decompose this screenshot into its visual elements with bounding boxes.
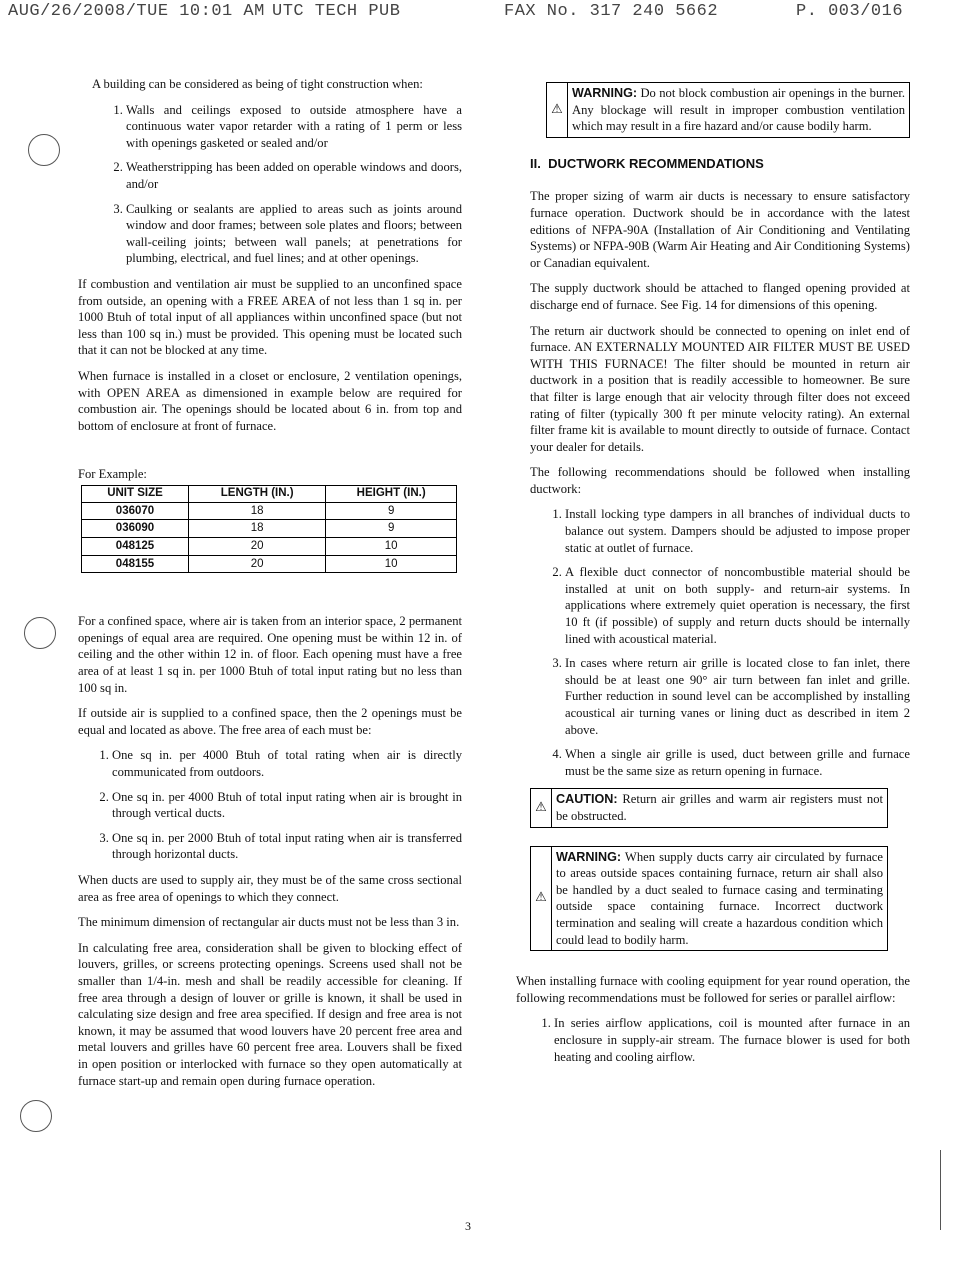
fax-timestamp: AUG/26/2008/TUE 10:01 AM <box>8 2 265 21</box>
supply-ductwork-paragraph: The supply ductwork should be attached to flanged opening provided at discharge end of furnace. See Fig. 14 for dimensions of this opening. <box>530 281 910 312</box>
caution-label: CAUTION: <box>556 792 618 807</box>
enclosure-paragraph: When furnace is installed in a closet or enclosure, 2 ventilation openings, with OPEN AREA as dimensioned in example below are required for combustion air. The openings should be located about 6 in. from top and bottom of enclosure at front of furnace. <box>78 368 462 433</box>
binder-hole-top <box>28 134 60 166</box>
fax-sender: UTC TECH PUB <box>272 2 401 21</box>
warning-triangle-icon: ⚠ <box>531 789 552 826</box>
caution-box <box>530 788 888 827</box>
tight-construction-intro: A building can be considered as being of tight construction when: <box>92 77 423 91</box>
warning-label: WARNING: <box>556 849 622 864</box>
binder-hole-bottom <box>20 1100 52 1132</box>
table-row <box>82 502 457 520</box>
warning-label: WARNING: <box>572 86 638 100</box>
table-cell: 9 <box>326 502 457 520</box>
section-heading <box>530 156 910 173</box>
list-item: 4. When a single air grille is used, duct between grille and furnace must be the same size as return opening in furnace. <box>565 746 910 779</box>
margin-rule <box>940 1150 941 1230</box>
table-header: LENGTH (IN.) <box>188 485 325 502</box>
list-item: 1. One sq in. per 4000 Btuh of total rating when air is directly communicated from outdoors. <box>112 747 462 780</box>
table-cell: 9 <box>326 520 457 538</box>
table-row <box>82 520 457 538</box>
table-cell: 048155 <box>82 555 189 573</box>
list-item: 2. One sq in. per 4000 Btuh of total input rating when air is brought in through vertical ducts. <box>112 789 462 822</box>
list-item: 2. A flexible duct connector of noncombustible material should be installed at unit on both supply- and return-air systems. In applications where extremely quiet operation is necessary, the first 10 ft (if possible) of supply and return ducts should be internally lined with acoustical material. <box>565 564 910 647</box>
list-item: 1. In series airflow applications, coil is mounted after furnace in an enclosure in supply-air stream. The furnace blower is used for both heating and cooling airflow. <box>554 1015 910 1065</box>
free-area-paragraph: In calculating free area, consideration shall be given to blocking effect of louvers, grilles, or screens protecting openings. Screens used shall not be smaller than 1/4-in. mesh and shall be readily accessible for cleaning. If free area through a design of louver or grille is known, it shall be used in calculating size design and free area specified. If design and free area is not known, it may be assumed that wood louvers have 20 percent free area and metal louvers and grilles have 60 percent free area. Louvers shall be fixed in open position or interlocked with furnace so they open automatically at furnace start-up and remain open during furnace operation. <box>78 940 462 1088</box>
right-column <box>516 82 910 1074</box>
cooling-equipment-paragraph: When installing furnace with cooling equipment for year round operation, the following recommendations must be followed for series or parallel airflow: <box>516 974 910 1005</box>
section-number: II. <box>530 155 541 171</box>
table-cell: 10 <box>326 538 457 556</box>
tight-construction-list <box>78 102 462 267</box>
list-item: 2. Weatherstripping has been added on operable windows and doors, and/or <box>126 159 462 192</box>
list-item: 3. Caulking or sealants are applied to areas such as joints around window and door frames; between sole plates and floors; between wall-ceiling joints; between wall panels; at penetrations for plumbing, electrical, and fuel lines; and at other openings. <box>126 201 462 267</box>
warning-text: Do not block combustion air openings in the burner. Any blockage will result in improper combustion ventilation which may result in a fire hazard and/or cause bodily harm. <box>572 86 905 134</box>
warning-box-ducts <box>530 846 888 952</box>
section-title: DUCTWORK RECOMMENDATIONS <box>548 155 764 171</box>
cooling-airflow-list <box>530 1015 910 1065</box>
caution-text: Return air grilles and warm air registers must not be obstructed. <box>556 792 883 823</box>
list-item: 1. Walls and ceilings exposed to outside atmosphere have a continuous water vapor retarder with a rating of 1 perm or less with openings gasketed or sealed and/or <box>126 102 462 152</box>
ventilation-openings-table <box>81 485 457 573</box>
warning-text: When supply ducts carry air circulated by furnace to areas outside spaces containing furnace, return air shall also be handled by a duct sealed to furnace casing and terminating outside space containing furnace. Incorrect ductwork termination and sealing will create a hazardous condition which could lead to bodily harm. <box>556 849 883 947</box>
table-cell: 036090 <box>82 520 189 538</box>
table-cell: 18 <box>188 520 325 538</box>
warning-triangle-icon: ⚠ <box>531 847 552 951</box>
confined-space-paragraph: For a confined space, where air is taken from an interior space, 2 permanent openings of equal area are required. One opening must be within 12 in. of ceiling and the other within 12 in. of floor. Each opening must have a free area of at least 1 sq in. per 1000 Btuh of total input rating but no less than 100 sq in. <box>78 614 462 695</box>
ducts-supply-paragraph: When ducts are used to supply air, they must be of the same cross sectional area as free area of openings to which they connect. <box>78 872 462 904</box>
list-item: 3. In cases where return air grille is located close to fan inlet, there should be at least one 90° air turn between fan inlet and grille. Further reduction in sound level can be accomplished by installing acoustical air turning vanes or lining duct as described in item 2 above. <box>565 655 910 738</box>
table-header: HEIGHT (IN.) <box>326 485 457 502</box>
table-cell: 036070 <box>82 502 189 520</box>
list-item: 3. One sq in. per 2000 Btuh of total input rating when air is transferred through horizontal ducts. <box>112 830 462 863</box>
fax-page: P. 003/016 <box>796 2 904 21</box>
duct-sizing-paragraph: The proper sizing of warm air ducts is necessary to ensure satisfactory furnace operation. Ductwork should be in accordance with the latest editions of NFPA-90A (Installation of Air Conditioning and Ventilating Systems) or NFPA-90B (Warm Air Heating and Air Conditioning Systems) or Canadian equivalent. <box>530 189 910 270</box>
page-number: 3 <box>465 1219 471 1233</box>
example-label: For Example: <box>78 467 147 482</box>
table-cell: 18 <box>188 502 325 520</box>
table-row <box>82 538 457 556</box>
ductwork-recommendations-list <box>530 506 910 779</box>
unconfined-space-paragraph: If combustion and ventilation air must be supplied to an unconfined space from outside, an opening with a FREE AREA of not less than 1 sq in. per 1000 Btuh of total input of all appliances within unconfined space (but not less than 100 sq in.) must be provided. This opening must be located such that it can not be blocked at any time. <box>78 276 462 358</box>
outside-air-paragraph: If outside air is supplied to a confined space, then the 2 openings must be equal and located as above. The free area of each must be: <box>78 706 462 737</box>
table-cell: 048125 <box>82 538 189 556</box>
fax-number: FAX No. 317 240 5662 <box>504 2 719 21</box>
recommendations-intro: The following recommendations should be followed when installing ductwork: <box>530 465 910 496</box>
table-cell: 20 <box>188 538 325 556</box>
binder-hole-middle <box>24 617 56 649</box>
table-header: UNIT SIZE <box>82 485 189 502</box>
warning-box-combustion <box>546 82 910 138</box>
outside-air-list <box>78 747 462 863</box>
table-row <box>82 555 457 573</box>
table-cell: 10 <box>326 555 457 573</box>
left-column <box>78 76 462 1098</box>
table-cell: 20 <box>188 555 325 573</box>
list-item: 1. Install locking type dampers in all branches of individual ducts to balance out system. Dampers should be adjusted to impose proper static at outlet of furnace. <box>565 506 910 556</box>
minimum-dimension-paragraph: The minimum dimension of rectangular air ducts must not be less than 3 in. <box>78 915 460 930</box>
return-ductwork-paragraph: The return air ductwork should be connected to opening on inlet end of furnace. AN EXTERNALLY MOUNTED AIR FILTER MUST BE USED WITH THIS FURNACE! The filter should be mounted in return air ductwork in a position that is readily accessible to homeowner. Be sure that filter is large enough that air velocity through filter does not exceed rating of filter (typically 300 ft per minute velocity rating). An external filter frame kit is available to mount directly to outside of furnace. Contact your dealer for details. <box>530 323 910 454</box>
warning-triangle-icon: ⚠ <box>547 83 568 137</box>
